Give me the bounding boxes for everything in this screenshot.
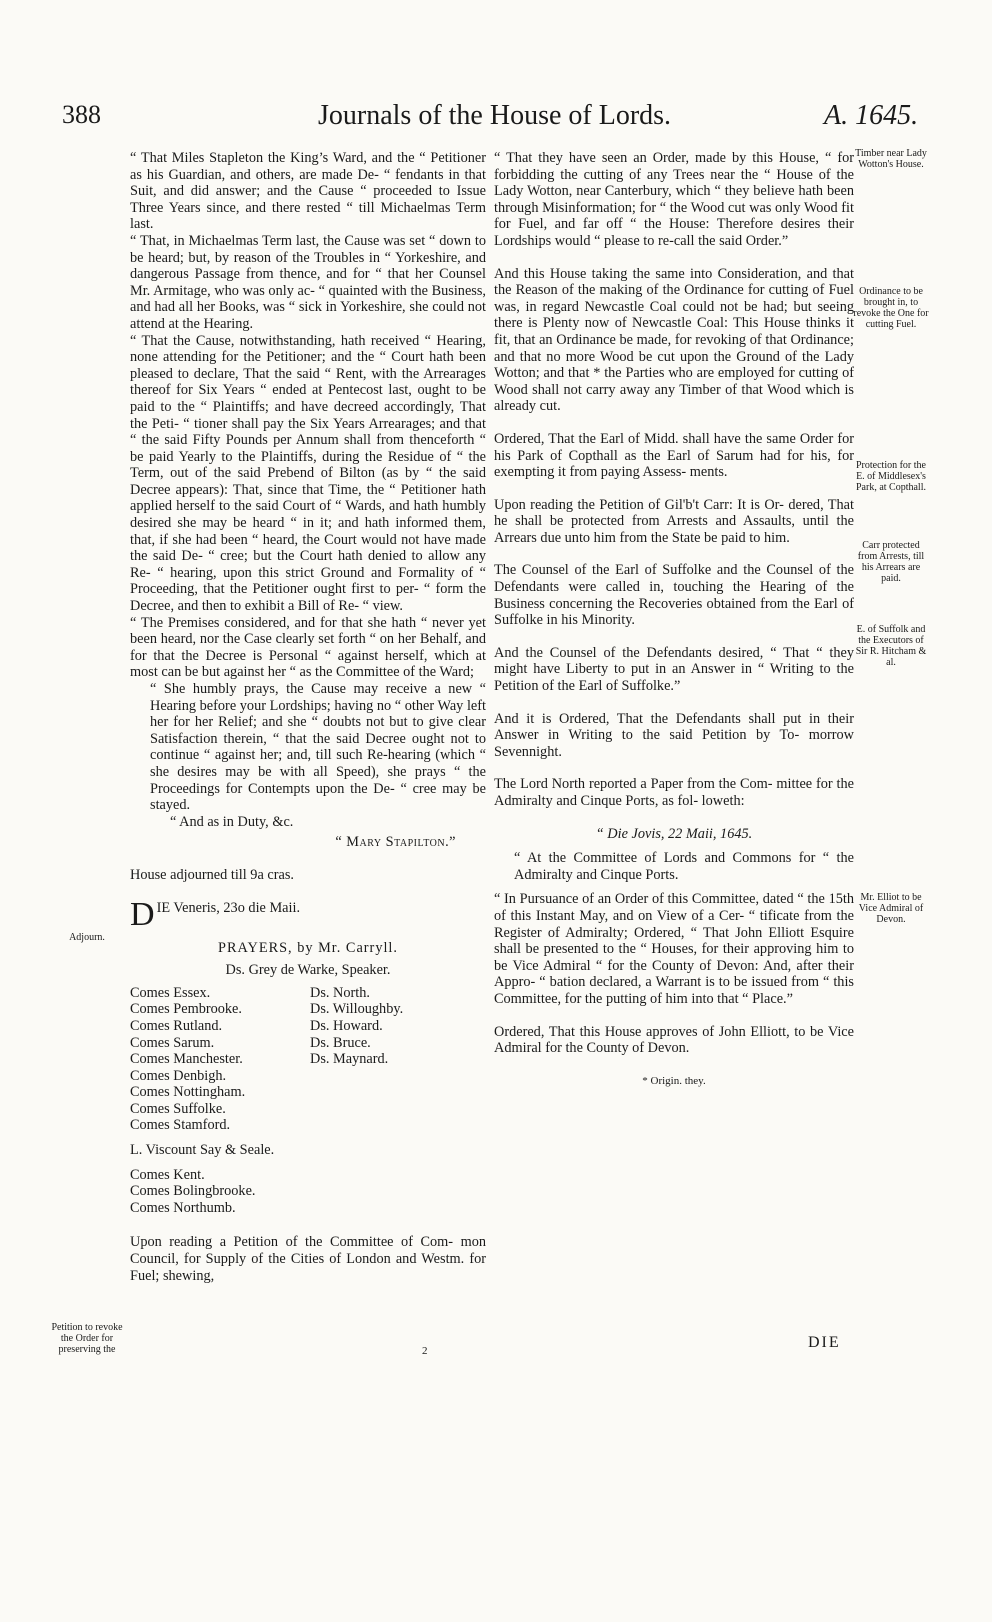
lord-name: Ds. Willoughby.	[310, 1001, 404, 1018]
lord-name: Comes Pembrooke.	[130, 1001, 242, 1018]
elliott-order-paragraph: “ In Pursuance of an Order of this Committee, dated “ the 15th of this Instant May, and on View of a Cer- “ tificate from the Register of Admiralty; Ordered, “ That John Elliott Esquire shall be presented to the “ Houses, for their approving him to be Vice Admiral “ for the County of Devon: And, after their Appro- “ bation declared, a Warrant is to be issued from “ this Committee, for the putting of him into that “ Place.”	[494, 891, 854, 1007]
ordinance-paragraph: And this House taking the same into Consideration, and that the Reason of the making of the Ordinance for cutting of Fuel was, in regard Newcastle Coal could not be had; but seeing there is Plenty now of Newcastle Coal: This House thinks it fit, that an Ordinance be made, for revoking of that Ordinance; and that no more Wood be cut upon the Ground of the Lady Wotton; and that * the Parties who are employed for cutting of Wood shall not carry away any Timber of that Wood which is already cut.	[494, 265, 854, 415]
wotton-paragraph: “ That they have seen an Order, made by this House, “ for forbidding the cutting of any Trees near the “ House of the Lady Wotton, near Canterbury, which “ they believe hath been through Misinformation; for “ the Wood cut was only Wood fit for Fuel, and far off “ the House: Therefore desires their Lordships would “ please to re-call the said Order.”	[494, 150, 854, 249]
lord-name: Ds. Maynard.	[310, 1051, 389, 1068]
lord-name: Comes Nottingham.	[130, 1084, 246, 1101]
north-report-paragraph: The Lord North reported a Paper from the Com- mittee for the Admiralty and Cinque Ports, as fol- loweth:	[494, 776, 854, 809]
duty-line: “ And as in Duty, &c.	[170, 813, 294, 830]
lord-name: Comes Rutland.	[130, 1017, 223, 1034]
carr-paragraph: Upon reading the Petition of Gil'b't Carr: It is Or- dered, That he shall be protected from Arrests and Assaults, until the Arrears due unto him from the State be paid to him.	[494, 496, 854, 546]
margin-note-timber: Timber near Lady Wotton's House.	[855, 148, 927, 170]
drop-cap: D	[130, 895, 155, 933]
lord-name: Ds. Howard.	[310, 1017, 383, 1034]
prayer-paragraph: “ She humbly prays, the Cause may receive a new “ Hearing before your Lordships; having no “ other Way left her for her Relief; and she “ doubts not but to give clear Satisfaction therein, “ that the said Decree ought not to continue “ against her; and, till such Re-hearing (which “ she desires may be with all Speed), she prays “ the Proceedings for Contempts upon the De- “ cree may be stayed.	[150, 681, 486, 814]
page-header	[0, 100, 992, 136]
lord-name: Ds. North.	[310, 984, 370, 1001]
speaker-line: Ds. Grey de Warke, Speaker.	[225, 962, 391, 979]
lord-name: Comes Essex.	[130, 984, 211, 1001]
margin-note-petition: Petition to revoke the Order for preserving the	[51, 1322, 123, 1355]
left-column	[130, 150, 486, 1284]
signature: “ Mary Stapilton.”	[335, 834, 456, 851]
right-column	[494, 150, 854, 1089]
catchword: DIE	[808, 1334, 841, 1351]
page-title: Journals of the House of Lords.	[318, 100, 672, 131]
elliott-approval-paragraph: Ordered, That this House approves of John Elliott, to be Vice Admiral for the County of Devon.	[494, 1023, 854, 1057]
lord-name: Comes Kent.	[130, 1166, 205, 1183]
lord-name: Comes Suffolke.	[130, 1100, 226, 1117]
petition-paragraph: “ The Premises considered, and for that she hath “ never yet been heard, nor the Case clearly set forth “ on her Behalf, and for that the Decree is Personal “ against herself, which at most can be but against her “ as the Committee of the Ward;	[130, 614, 486, 681]
viscount-line: L. Viscount Say & Seale.	[130, 1142, 275, 1159]
margin-note-suffolk: E. of Suffolk and the Executors of Sir R. Hitcham & al.	[855, 624, 927, 668]
day-heading	[130, 895, 486, 933]
suffolke-counsel-paragraph: The Counsel of the Earl of Suffolke and the Counsel of the Defendants were called in, touching the Hearing of the Business concerning the Recoveries obtained from the Earl of Suffolke in his Minority.	[494, 562, 854, 629]
lord-name: Comes Northumb.	[130, 1199, 236, 1216]
prayers-line: PRAYERS, by Mr. Carryll.	[218, 939, 398, 956]
lords-col-2	[310, 985, 480, 1134]
signature-mark: 2	[422, 1345, 428, 1357]
fuel-petition-paragraph: Upon reading a Petition of the Committee of Com- mon Council, for Supply of the Cities of London and Westm. for Fuel; shewing,	[130, 1234, 486, 1284]
page-year: A. 1645.	[824, 100, 919, 131]
lord-name: Ds. Bruce.	[310, 1034, 371, 1051]
adjourn-text: House adjourned till 9a cras.	[130, 866, 294, 883]
margin-note-protection: Protection for the E. of Middlesex's Park, at Copthall.	[856, 460, 926, 493]
margin-note-adjourn: Adjourn.	[69, 932, 105, 943]
margin-note-carr: Carr protected from Arrests, till his Arrears are paid.	[857, 540, 925, 584]
answer-order-paragraph: And it is Ordered, That the Defendants shall put in their Answer in Writing to the said Petition by To- morrow Sevennight.	[494, 710, 854, 760]
lords-present	[130, 985, 486, 1134]
page-number: 388	[62, 100, 101, 129]
day-heading-text: IE Veneris, 23o die Maii.	[156, 899, 301, 916]
lord-name: Comes Stamford.	[130, 1117, 231, 1134]
committee-date: “ Die Jovis, 22 Maii, 1645.	[595, 825, 753, 842]
petition-paragraph: “ That the Cause, notwithstanding, hath received “ Hearing, none attending for the Petitioner; and the “ Court hath been pleased to declare, That the said “ Rent, with the Arrearages thereof for Six Years “ ended at Pentecost last, ought to be paid to the “ Plaintiffs; and have decreed accordingly, That the Peti- “ tioner shall pay the Six Years Arrearages; and that “ the said Fifty Pounds per Annum shall from thenceforth “ be paid Yearly to the Plaintiffs, during the Residue of “ the Term, out of the said Prebend of Bilton (as by “ the said Decree appears): That, since that Time, the “ Petitioner hath applied herself to the said Court of “ Wards, and hath humbly desired she may be heard “ in it; and hath informed them, that, if she had been “ heard, the Court would not have made the said De- “ cree; but the Court hath denied to allow any Re- “ hearing, upon this strict Ground and Formality of “ Proceeding, that the Petitioner ought first to per- “ form the Decree, and then to exhibit a Bill of Re- “ view.	[130, 332, 486, 615]
margin-note-elliot: Mr. Elliot to be Vice Admiral of Devon.	[858, 892, 924, 925]
lords-col-3	[130, 1167, 486, 1217]
footnote: * Origin. they.	[642, 1074, 706, 1087]
defendants-request-paragraph: And the Counsel of the Defendants desired, “ That “ they might have Liberty to put in an Answer in “ Writing to the Petition of the Earl of Suffolke.”	[494, 644, 854, 695]
lords-col-1	[130, 985, 310, 1134]
lord-name: Comes Sarum.	[130, 1034, 215, 1051]
committee-heading: “ At the Committee of Lords and Commons for “ the Admiralty and Cinque Ports.	[514, 850, 854, 883]
petition-paragraph: “ That Miles Stapleton the King’s Ward, and the “ Petitioner as his Guardian, and others, are made De- “ fendants in that Suit, and did answer; and the Cause “ proceeded to Issue Three Years since, and there rested “ till Michaelmas Term last.	[130, 150, 486, 233]
lord-name: Comes Denbigh.	[130, 1067, 227, 1084]
margin-note-ordinance: Ordinance to be brought in, to revoke the One for cutting Fuel.	[853, 286, 929, 330]
lord-name: Comes Bolingbrooke.	[130, 1183, 256, 1200]
middlesex-order-paragraph: Ordered, That the Earl of Midd. shall have the same Order for his Park of Copthall as the Earl of Sarum had for his, for exempting it from paying Assess- ments.	[494, 430, 854, 481]
petition-paragraph: “ That, in Michaelmas Term last, the Cause was set “ down to be heard; but, by reason of the Troubles in “ Yorkeshire, and dangerous Passage from thence, and for “ that her Counsel Mr. Armitage, who was only ac- “ quainted with the Business, and had all her Books, was “ sick in Yorkeshire, she could not attend at the Hearing.	[130, 232, 486, 332]
lord-name: Comes Manchester.	[130, 1051, 243, 1068]
